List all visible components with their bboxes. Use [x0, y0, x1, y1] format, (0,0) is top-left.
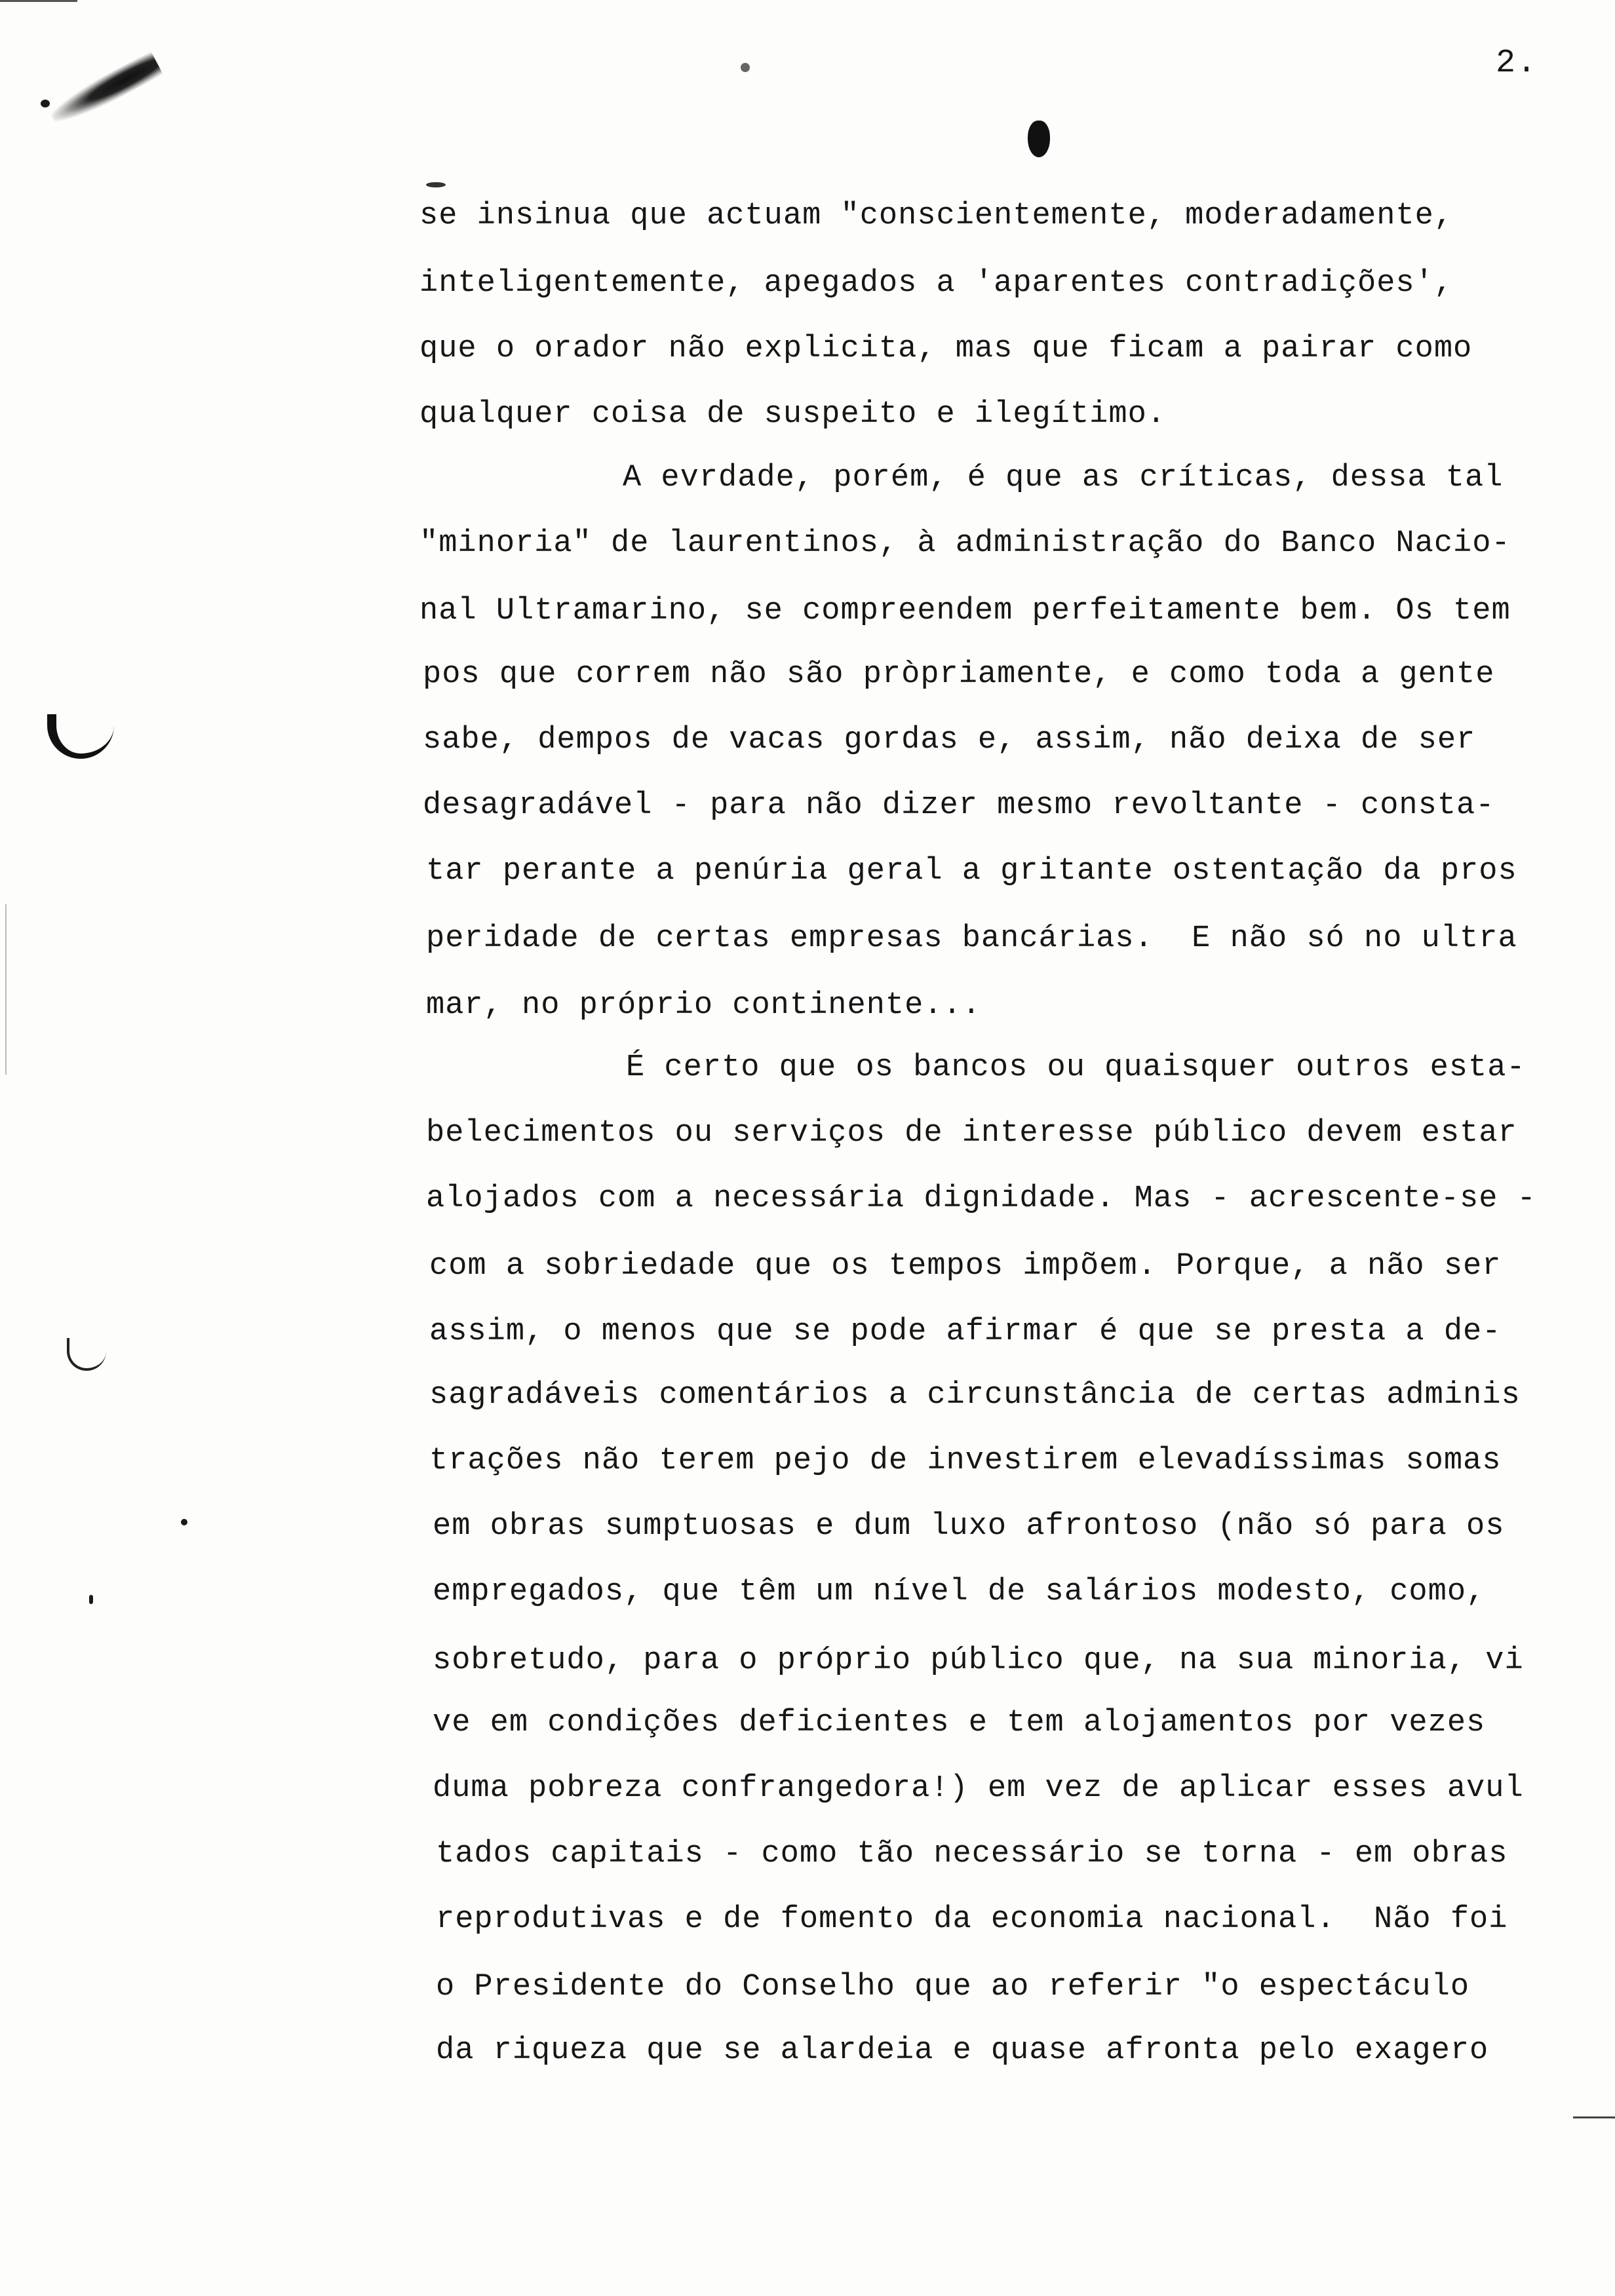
text-line: qualquer coisa de suspeito e ilegítimo.: [419, 397, 1166, 432]
text-line: mar, no próprio continente...: [426, 988, 981, 1023]
text-line: inteligentemente, apegados a 'aparentes contradições',: [419, 266, 1454, 301]
ink-speck-mark: [741, 63, 750, 72]
text-line: "minoria" de laurentinos, à administração do Banco Nacio-: [419, 526, 1511, 561]
text-line: peridade de certas empresas bancárias. E não só no ultra: [426, 921, 1517, 956]
text-line: A evrdade, porém, é que as críticas, dessa tal: [623, 461, 1504, 495]
text-line: tados capitais - como tão necessário se torna - em obras: [436, 1837, 1508, 1871]
text-line: duma pobreza confrangedora!) em vez de aplicar esses avul: [433, 1771, 1524, 1806]
text-line: ve em condições deficientes e tem alojamentos por vezes: [433, 1706, 1486, 1740]
text-line: nal Ultramarino, se compreendem perfeitamente bem. Os tem: [419, 594, 1511, 628]
binder-hole-mark: [47, 714, 114, 759]
ink-dot-mark: [89, 1595, 93, 1604]
page-number: 2.: [1496, 45, 1538, 82]
text-line: belecimentos ou serviços de interesse público devem estar: [426, 1116, 1517, 1151]
text-line: em obras sumptuosas e dum luxo afrontoso (não só para os: [433, 1509, 1505, 1544]
text-line: É certo que os bancos ou quaisquer outros esta-: [626, 1050, 1526, 1085]
page-edge-line: [0, 0, 77, 2]
text-line: da riqueza que se alardeia e quase afronta pelo exagero: [436, 2033, 1489, 2068]
ink-blot-mark: [1028, 121, 1050, 157]
page-edge-line: [5, 904, 7, 1075]
ink-blot-mark: [47, 51, 163, 130]
text-line: sabe, dempos de vacas gordas e, assim, não deixa de ser: [423, 723, 1476, 757]
text-line: assim, o menos que se pode afirmar é que se presta a de-: [429, 1314, 1502, 1349]
ink-speck-mark: [426, 182, 446, 187]
ink-dot-mark: [181, 1519, 187, 1525]
text-line: alojados com a necessária dignidade. Mas - acrescente-se -: [426, 1181, 1536, 1216]
text-line: com a sobriedade que os tempos impõem. Porque, a não ser: [429, 1249, 1502, 1284]
text-line: desagradável - para não dizer mesmo revoltante - consta-: [423, 788, 1495, 823]
text-line: trações não terem pejo de investirem elevadíssimas somas: [429, 1444, 1502, 1478]
text-line: o Presidente do Conselho que ao referir "o espectáculo: [436, 1970, 1470, 2004]
text-line: tar perante a penúria geral a gritante ostentação da pros: [426, 854, 1517, 889]
binder-hole-mark: [67, 1338, 106, 1371]
text-line: que o orador não explicita, mas que ficam a pairar como: [419, 332, 1473, 366]
ink-dot-mark: [41, 100, 50, 107]
text-line: pos que correm não são pròpriamente, e como toda a gente: [423, 657, 1495, 692]
text-line: reprodutivas e de fomento da economia nacional. Não foi: [436, 1902, 1508, 1937]
page-edge-line: [1573, 2116, 1615, 2118]
text-line: empregados, que têm um nível de salários modesto, como,: [433, 1575, 1486, 1609]
text-line: sagradáveis comentários a circunstância de certas adminis: [429, 1378, 1521, 1413]
text-line: se insinua que actuam "conscientemente, moderadamente,: [419, 199, 1454, 233]
text-line: sobretudo, para o próprio público que, na sua minoria, vi: [433, 1643, 1524, 1678]
